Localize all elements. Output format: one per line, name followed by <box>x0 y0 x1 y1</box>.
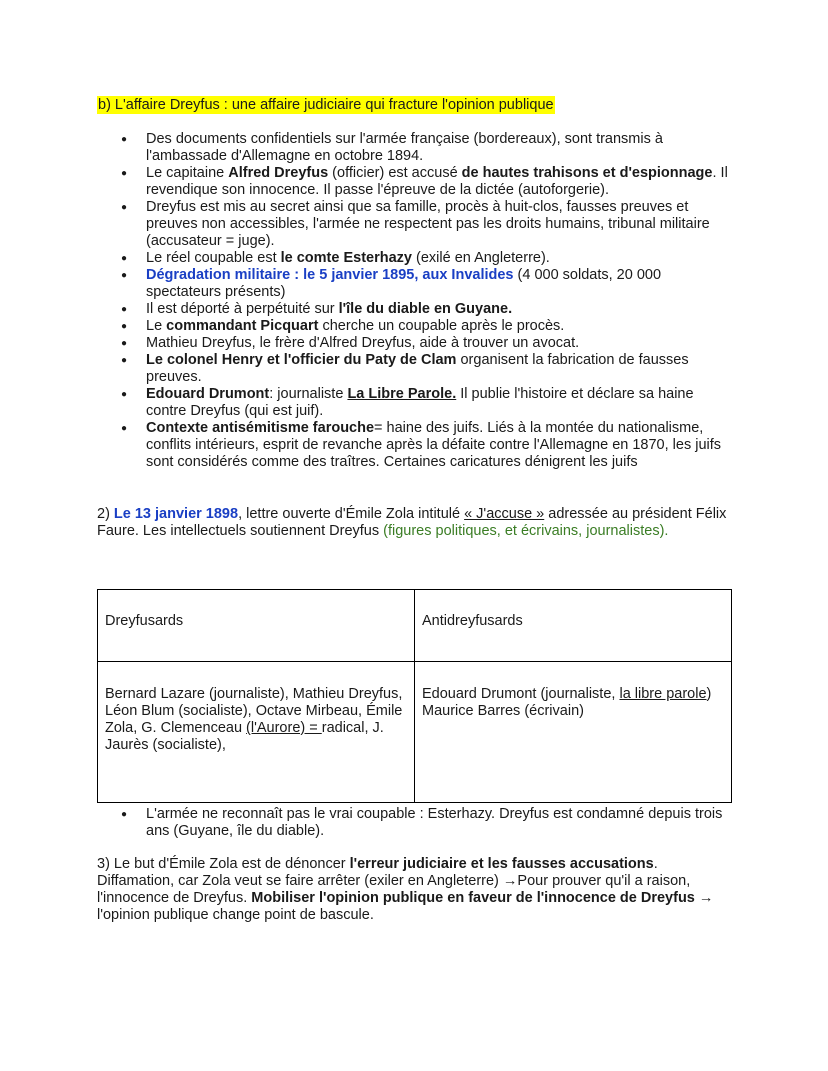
list-item: ● Il est déporté à perpétuité sur l'île du diable en Guyane. <box>97 301 737 318</box>
list-item: ● Des documents confidentiels sur l'armée française (bordereaux), sont transmis à l'ambassade d'Allemagne en octobre 1894. <box>97 131 737 165</box>
paragraph-zola-goal: 3) Le but d'Émile Zola est de dénoncer l'erreur judiciaire et les fausses accusations. Diffamation, car Zola veut se faire arrêter (exiler en Angleterre) →Pour prouver qu'il a raison, l'innocence de Dreyfus. Mobiliser l'opinion publique en faveur de l'innocence de Dreyfus → l'opinion publique change point de bascule. <box>97 856 714 923</box>
table-row <box>98 662 732 803</box>
list-item: ● Edouard Drumont: journaliste La Libre Parole. Il publie l'histoire et déclare sa haine contre Dreyfus (qui est juif). <box>97 386 737 420</box>
list-item: ● Le capitaine Alfred Dreyfus (officier) est accusé de hautes trahisons et d'espionnage. Il revendique son innocence. Il passe l'épreuve de la dictée (autoforgerie). <box>97 165 737 199</box>
dreyfusards-table <box>97 589 732 803</box>
list-item: ● Le colonel Henry et l'officier du Paty de Clam organisent la fabrication de fausses preuves. <box>97 352 737 386</box>
table-header-row <box>98 590 732 662</box>
list-item: ● Dreyfus est mis au secret ainsi que sa famille, procès à huit-clos, fausses preuves et preuves non accessibles, l'armée ne respectent pas les droits humains, tribunal militaire (accusateur = juge). <box>97 199 737 250</box>
highlighted-heading: b) L'affaire Dreyfus : une affaire judiciaire qui fracture l'opinion publique <box>98 97 554 113</box>
bullet-list-after-table <box>97 806 737 840</box>
bullet-list <box>97 131 737 471</box>
table-header-antidreyfusards: Antidreyfusards <box>415 590 732 662</box>
list-item: ● Le réel coupable est le comte Esterhazy (exilé en Angleterre). <box>97 250 737 267</box>
list-item: ● Dégradation militaire : le 5 janvier 1895, aux Invalides (4 000 soldats, 20 000 spectateurs présents) <box>97 267 737 301</box>
table-cell-antidreyfusards: Edouard Drumont (journaliste, la libre parole) Maurice Barres (écrivain) <box>415 662 732 803</box>
list-item: ● L'armée ne reconnaît pas le vrai coupable : Esterhazy. Dreyfus est condamné depuis trois ans (Guyane, île du diable). <box>97 806 737 840</box>
list-item: ● Mathieu Dreyfus, le frère d'Alfred Dreyfus, aide à trouver un avocat. <box>97 335 737 352</box>
section-heading <box>97 97 555 114</box>
paragraph-jaccuse: 2) Le 13 janvier 1898, lettre ouverte d'Émile Zola intitulé « J'accuse » adressée au président Félix Faure. Les intellectuels soutiennent Dreyfus (figures politiques, et écrivains, journalistes). <box>97 506 727 539</box>
table-header-dreyfusards: Dreyfusards <box>98 590 415 662</box>
table-cell-dreyfusards: Bernard Lazare (journaliste), Mathieu Dreyfus, Léon Blum (socialiste), Octave Mirbeau, Émile Zola, G. Clemenceau (l'Aurore) = radical, J. Jaurès (socialiste), <box>98 662 415 803</box>
list-item: ● Contexte antisémitisme farouche= haine des juifs. Liés à la montée du nationalisme, conflits intérieurs, esprit de revanche après la défaite contre l'Allemagne en 1870, les juifs sont considérés comme des traîtres. Certaines caricatures dénigrent les juifs <box>97 420 737 471</box>
list-item: ● Le commandant Picquart cherche un coupable après le procès. <box>97 318 737 335</box>
